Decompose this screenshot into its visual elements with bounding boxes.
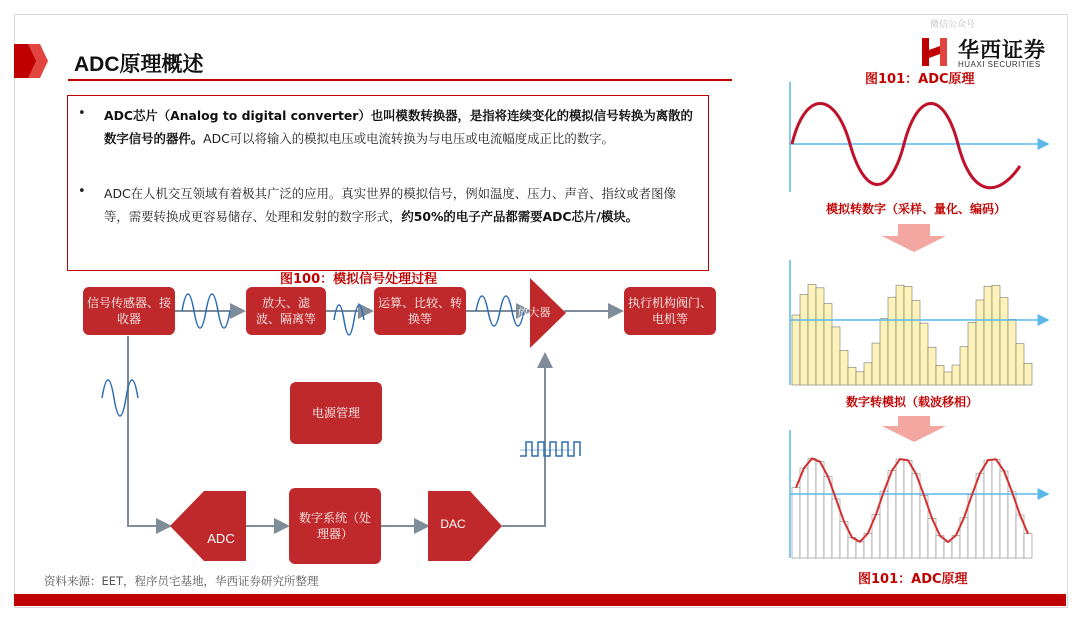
sine-wave-icon: [334, 305, 364, 335]
analog-signal: [792, 104, 1020, 188]
sample-bar: [920, 323, 928, 385]
down-arrow-icon: [882, 416, 946, 442]
sample-bar: [824, 477, 832, 558]
sample-bar: [800, 295, 808, 385]
diagram-caption: 图100：模拟信号处理过程: [280, 272, 438, 287]
sample-bar: [952, 365, 960, 385]
sample-bar: [944, 372, 952, 385]
sample-bar: [896, 459, 904, 558]
sample-bar: [976, 473, 984, 558]
sine-wave-icon: [102, 380, 138, 416]
sample-bar: [1024, 534, 1032, 558]
down-arrow-icon: [882, 224, 946, 252]
compute-box: 运算、比较、转换等: [374, 287, 466, 335]
adc-label: ADC: [207, 531, 235, 546]
sample-bar: [808, 458, 816, 558]
sample-bar: [888, 297, 896, 385]
sample-bar: [848, 367, 856, 385]
step1-label: 模拟转数字（采样、量化、编码）: [825, 202, 1007, 216]
sample-bar: [832, 327, 840, 385]
filter-box: 放大、滤波、隔离等: [246, 287, 326, 335]
bullet: •: [78, 106, 86, 121]
square-wave-icon: [520, 442, 580, 456]
source-note: 资料来源：EET，程序员宅基地，华西证券研究所整理: [44, 574, 319, 588]
sample-bar: [936, 365, 944, 385]
sample-bar: [800, 468, 808, 558]
bullet: •: [78, 184, 86, 199]
sample-bar: [880, 319, 888, 385]
sample-bar: [984, 460, 992, 558]
sample-bar: [840, 351, 848, 385]
sample-bar: [888, 471, 896, 558]
sample-bar: [872, 343, 880, 385]
sample-bar: [816, 288, 824, 385]
adc-principle-figure: [780, 80, 1060, 580]
sample-bar: [864, 363, 872, 385]
sample-bar: [896, 285, 904, 385]
watermark: 微信公众号: [930, 20, 976, 30]
logo-name-en: HUAXI SECURITIES: [958, 60, 1041, 69]
digital-system-box: 数字系统（处理器）: [289, 488, 381, 564]
sample-bar: [1024, 363, 1032, 385]
intro-p1-rest: ADC可以将输入的模拟电压或电流转换为与电压或电流幅度成正比的数字。: [203, 131, 614, 146]
amplifier-label: 放大器: [517, 306, 551, 319]
huaxi-logo-icon: [920, 36, 952, 68]
sample-bar: [1008, 319, 1016, 385]
sample-bar: [792, 488, 800, 558]
sample-bar: [856, 542, 864, 558]
sample-bar: [912, 474, 920, 558]
quantized-bars: [792, 284, 1032, 385]
actuator-box: 执行机构阀门、电机等: [624, 287, 716, 335]
sample-bar: [856, 372, 864, 385]
adc-shape: [170, 491, 246, 561]
sample-bar: [976, 300, 984, 385]
dac-label: DAC: [440, 517, 466, 531]
sample-bar: [960, 347, 968, 385]
right-caption-bottom: 图101：ADC原理: [858, 572, 968, 587]
intro-p1-bold: ADC芯片（Analog to digital converter）也叫模数转换器，是指将连续变化的模拟信号转换为离散的数字信号的器件。: [104, 108, 693, 146]
sample-bar: [984, 286, 992, 385]
footer-bar: [14, 594, 1066, 606]
sample-bar: [1016, 344, 1024, 385]
intro-p2-bold: 约50%的电子产品都需要ADC芯片/模块。: [401, 209, 638, 224]
reconstructed-bars: [792, 458, 1032, 558]
sensor-box: 信号传感器、接收器: [83, 287, 175, 335]
sample-bar: [904, 460, 912, 558]
sample-bar: [928, 347, 936, 385]
sample-bar: [968, 322, 976, 385]
right-caption-top: 图101：ADC原理: [865, 72, 975, 87]
sample-bar: [1000, 298, 1008, 385]
sample-bar: [824, 304, 832, 385]
sample-bar: [816, 462, 824, 558]
sample-bar: [992, 459, 1000, 558]
logo-name-cn: 华西证券: [958, 38, 1046, 62]
sample-bar: [992, 285, 1000, 385]
sample-bar: [944, 542, 952, 558]
sample-bar: [904, 286, 912, 385]
sample-bar: [1000, 471, 1008, 558]
intro-p2-rest: ADC在人机交互领域有着极其广泛的应用。真实世界的模拟信号，例如温度、压力、声音、指纹或者图像等，需要转换成更容易储存、处理和发射的数字形式，: [104, 186, 676, 224]
page-title: ADC原理概述: [74, 53, 204, 76]
power-box: 电源管理: [290, 382, 382, 444]
sample-bar: [912, 301, 920, 385]
sample-bar: [848, 537, 856, 558]
step2-label: 数字转模拟（载波移相）: [845, 395, 979, 409]
sample-bar: [808, 284, 816, 385]
sample-bar: [792, 315, 800, 385]
